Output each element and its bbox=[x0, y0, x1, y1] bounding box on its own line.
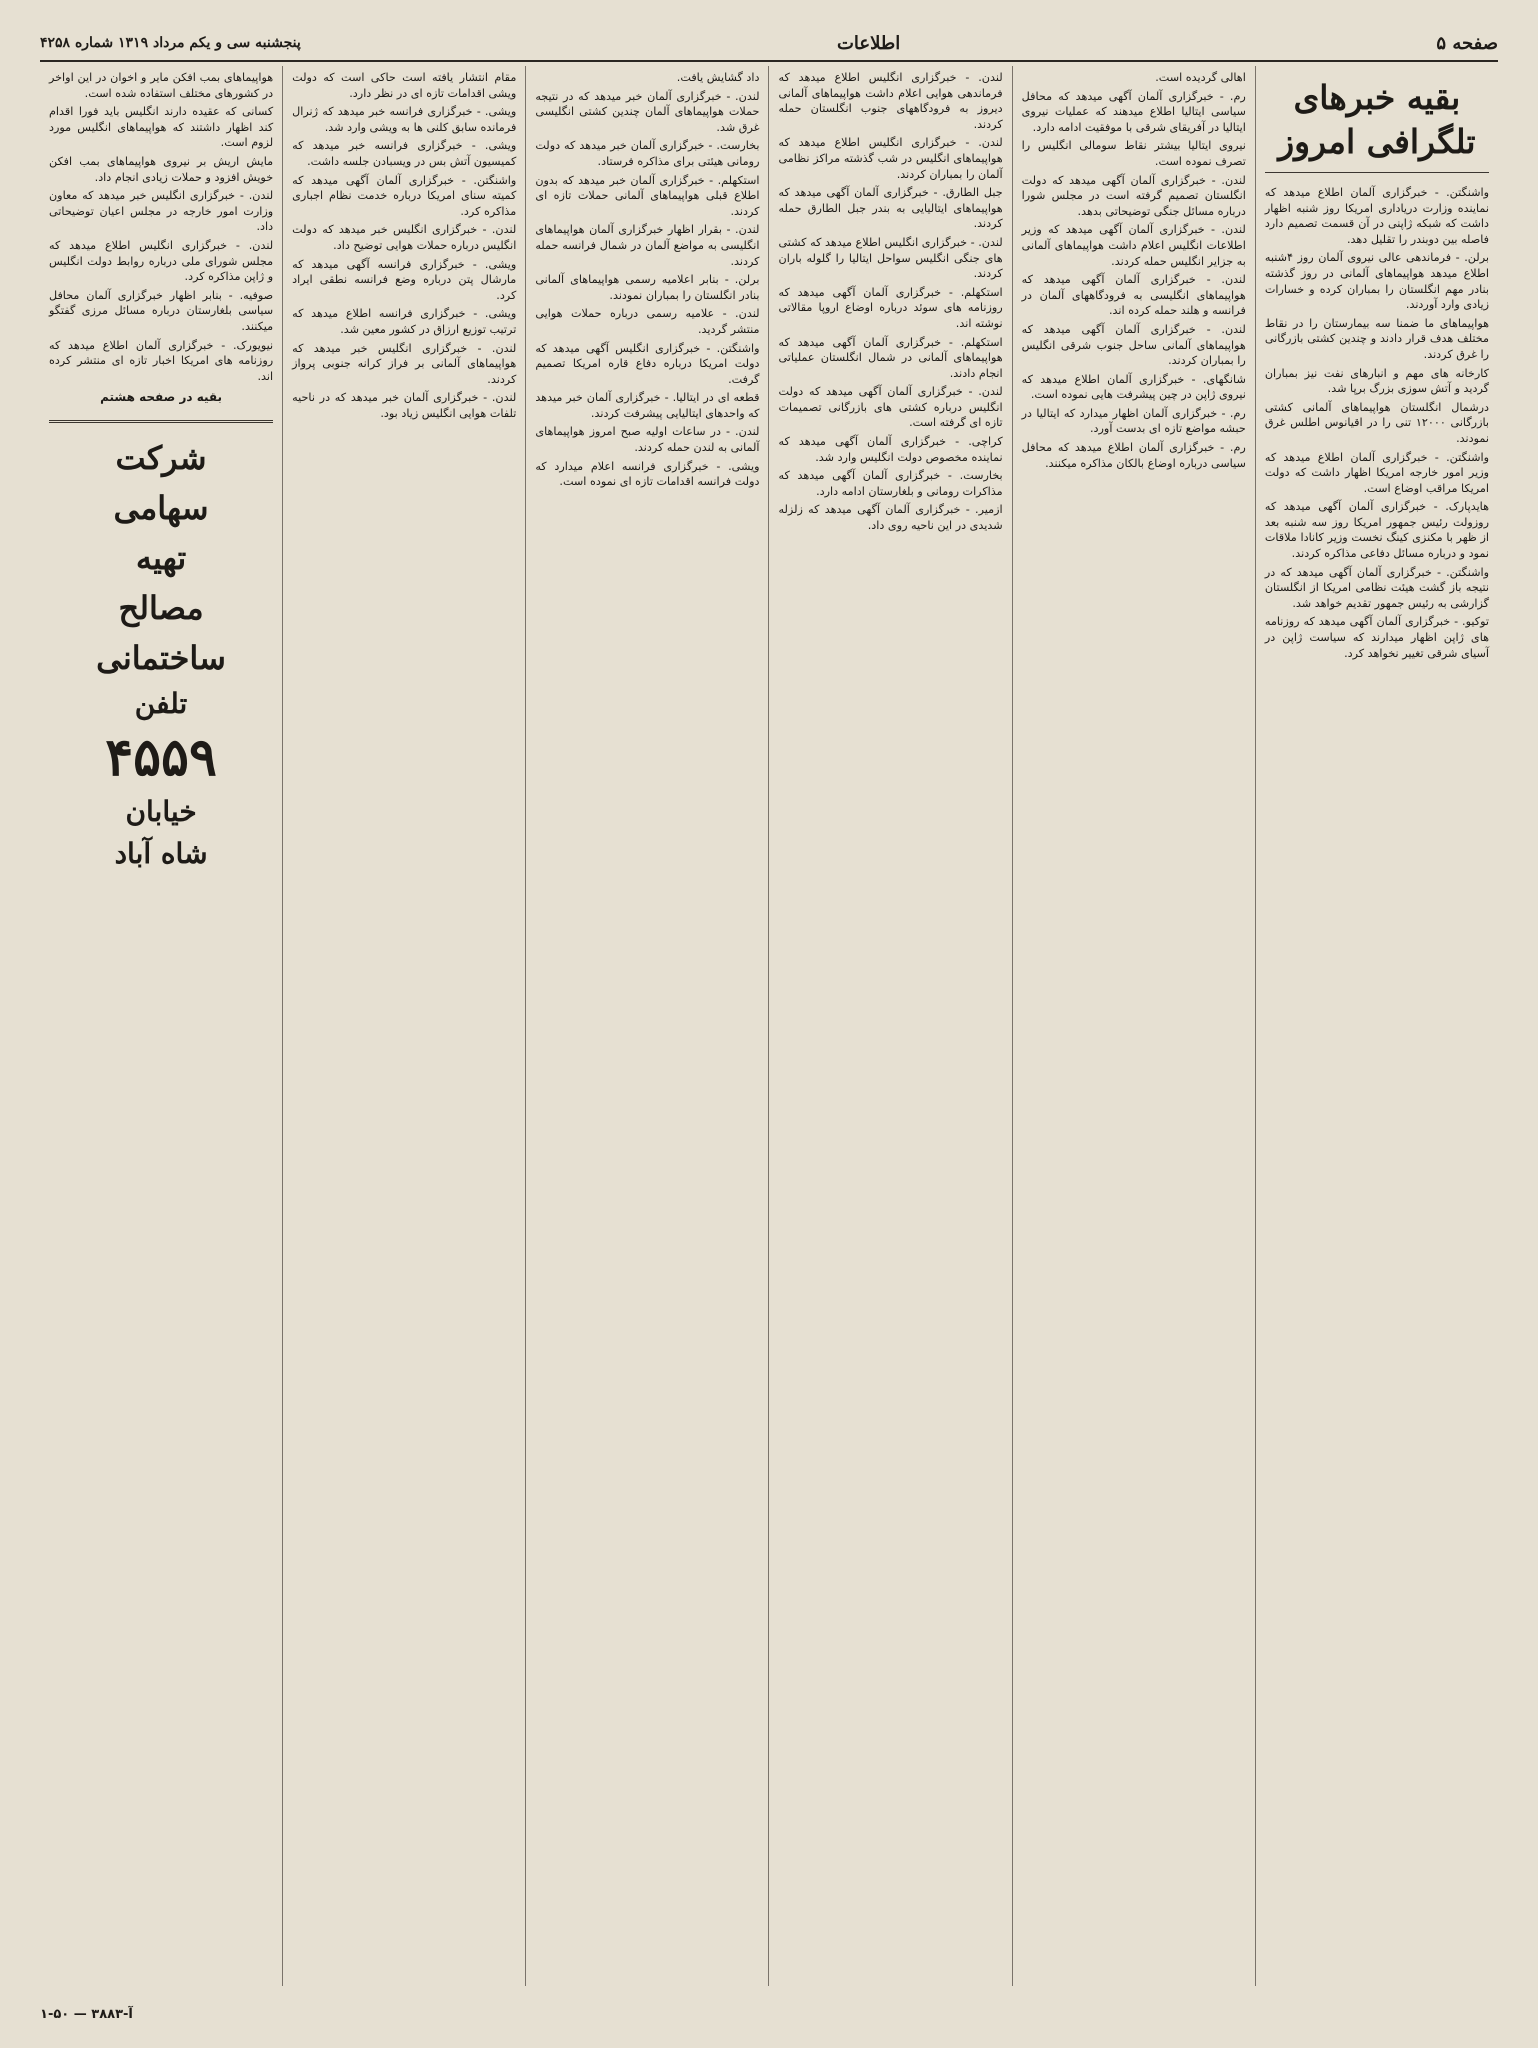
article: لندن. - بقرار اظهار خبرگزاری آلمان هواپیماهای انگلیسی به مواضع آلمان در شمال فرانسه حمله کردند. bbox=[535, 223, 760, 268]
article: لندن. - خبرگزاری آلمان آگهی میدهد که وزیر اطلاعات انگلیس اعلام داشت هواپیماهای آلمانی به جزایر انگلیس حمله کردند. bbox=[1021, 223, 1246, 268]
column-5 bbox=[282, 66, 525, 1986]
article: لندن. - خبرگزاری انگلیس خبر میدهد که دولت انگلیس درباره حملات هوایی توضیح داد. bbox=[292, 223, 517, 252]
article: درشمال انگلستان هواپیماهای آلمانی کشتی بازرگانی ۱۲۰۰۰ تنی را در اقیانوس اطلس غرق نمودند. bbox=[1264, 400, 1489, 445]
header-rule bbox=[40, 60, 1498, 62]
ad-line: شرکت bbox=[115, 438, 207, 477]
article: هواپیماهای ما ضمنا سه بیمارستان را در نقاط مختلف هدف قرار دادند و چندین کشتی بازرگانی را غرق کردند. bbox=[1264, 316, 1489, 361]
article: واشنگتن. - خبرگزاری آلمان اطلاع میدهد که وزیر امور خارجه امریکا اظهار داشت که دولت امریکا مراقب اوضاع است. bbox=[1264, 450, 1489, 495]
article: قطعه ای در ایتالیا. - خبرگزاری آلمان خبر میدهد که واحدهای ایتالیایی پیشرفت کردند. bbox=[535, 391, 760, 420]
article: لندن. - خبرگزاری آلمان آگهی میدهد که دولت انگلیس درباره کشتی های بازرگانی تصمیمات تازه ای گرفته است. bbox=[778, 385, 1003, 430]
article: استکهلم. - خبرگزاری آلمان آگهی میدهد که هواپیماهای آلمانی در شمال انگلستان عملیاتی انجام دادند. bbox=[778, 335, 1003, 380]
article: استکهلم. - خبرگزاری آلمان آگهی میدهد که روزنامه های سوئد درباره اوضاع اروپا مقالاتی نوشته اند. bbox=[778, 285, 1003, 330]
page-number: صفحه ۵ bbox=[1436, 32, 1498, 54]
article: لندن. - خبرگزاری انگلیس خبر میدهد که هواپیماهای آلمانی بر فراز کرانه جنوبی پرواز کردند. bbox=[292, 341, 517, 386]
main-headline: بقیه خبرهای تلگرافی امروز bbox=[1265, 76, 1489, 173]
article: ویشی. - خبرگزاری فرانسه خبر میدهد که ژنرال فرمانده سابق کلنی ها به ویشی وارد شد. bbox=[292, 105, 517, 134]
article: اهالی گردیده است. bbox=[1155, 71, 1246, 84]
article: لندن. - خبرگزاری آلمان آگهی میدهد که دولت انگلستان تصمیم گرفته است در مجلس شورا درباره مسائل جنگی توضیحاتی بدهد. bbox=[1021, 173, 1246, 218]
article: لندن. - خبرگزاری انگلیس اطلاع میدهد که فرماندهی هوایی اعلام داشت هواپیماهای آلمانی دیروز به فرودگاههای جنوب انگلستان حمله کردند. bbox=[778, 71, 1003, 131]
ad-phone-number: ۴۵۵۹ bbox=[105, 726, 217, 788]
article: هایدپارک. - خبرگزاری آلمان آگهی میدهد که روزولت رئیس جمهور امریکا روز سه شنبه بعد از ظهر با مکنزی کینگ نخست وزیر کانادا ملاقات نمود و درباره مسائل دفاعی مذاکره کردند. bbox=[1264, 500, 1489, 561]
article: بخارست. - خبرگزاری آلمان آگهی میدهد که مذاکرات رومانی و بلغارستان ادامه دارد. bbox=[778, 469, 1003, 498]
article: داد گشایش یافت. bbox=[676, 71, 760, 84]
article: ویشی. - خبرگزاری فرانسه اطلاع میدهد که ترتیب توزیع ارزاق در کشور معین شد. bbox=[292, 307, 517, 336]
column-4 bbox=[525, 66, 768, 1986]
article: ویشی. - خبرگزاری فرانسه اعلام میدارد که دولت فرانسه اقدامات تازه ای نموده است. bbox=[535, 459, 760, 489]
article: لندن. - خبرگزاری آلمان آگهی میدهد که هواپیماهای انگلیسی به فرودگاههای آلمان در فرانسه و هلند حمله کرده اند. bbox=[1021, 273, 1246, 318]
article: نیروی ایتالیا بیشتر نقاط سومالی انگلیس را تصرف نموده است. bbox=[1021, 139, 1246, 168]
article: جبل الطارق. - خبرگزاری آلمان آگهی میدهد که هواپیماهای ایتالیایی به بندر جبل الطارق حمله کردند. bbox=[778, 186, 1003, 231]
article: لندن. - علامیه رسمی درباره حملات هوایی منتشر گردید. bbox=[535, 307, 760, 336]
ad-address: خیابان bbox=[125, 794, 197, 828]
article: صوفیه. - بنابر اظهار خبرگزاری آلمان محافل سیاسی بلغارستان درباره مسائل مرزی گفتگو میکنند. bbox=[48, 288, 274, 333]
continued-note: بقیه در صفحه هشتم bbox=[100, 390, 223, 405]
article: واشنگتن. - خبرگزاری آلمان آگهی میدهد که کمیته سنای امریکا درباره خدمت نظام اجباری مذاکره کرد. bbox=[292, 173, 517, 218]
columns bbox=[40, 66, 1498, 1986]
article: رم. - خبرگزاری آلمان اطلاع میدهد که محافل سیاسی درباره اوضاع بالکان مذاکره میکنند. bbox=[1021, 441, 1246, 470]
article: ویشی. - خبرگزاری فرانسه خبر میدهد که کمیسیون آتش بس در ویسبادن جلسه داشت. bbox=[292, 139, 517, 168]
article: هواپیماهای بمب افکن مایر و اخوان در این اواخر در کشورهای مختلف استفاده شده است. bbox=[48, 71, 274, 100]
advertisement bbox=[49, 420, 273, 875]
article: لندن. - خبرگزاری انگلیس اطلاع میدهد که مجلس شورای ملی درباره روابط دولت انگلیس و ژاپن مذاکره کرد. bbox=[48, 238, 274, 284]
column-6 bbox=[40, 66, 282, 1986]
article: ویشی. - خبرگزاری فرانسه آگهی میدهد که مارشال پتن درباره وضع فرانسه نطقی ایراد کرد. bbox=[292, 257, 517, 302]
article: نیویورک. - خبرگزاری آلمان اطلاع میدهد که روزنامه های امریکا اخبار تازه ای منتشر کرده اند. bbox=[48, 338, 274, 383]
article: کراچی. - خبرگزاری آلمان آگهی میدهد که نماینده مخصوص دولت انگلیس وارد شد. bbox=[778, 435, 1003, 464]
article: رم. - خبرگزاری آلمان آگهی میدهد که محافل سیاسی ایتالیا اطلاع میدهند که عملیات نیروی ایتالیا در آفریقای شرقی با موفقیت ادامه دارد. bbox=[1021, 89, 1246, 134]
article: توکیو. - خبرگزاری آلمان آگهی میدهد که روزنامه های ژاپن اظهار میدارند که سیاست ژاپن در آسیای شرقی تغییر نخواهد کرد. bbox=[1264, 615, 1489, 660]
article: برلن. - فرماندهی عالی نیروی آلمان روز ۴شنبه اطلاع میدهد هواپیماهای آلمانی در روز گذشته بنادر مهم انگلستان را بمباران کرده و خسارات زیادی وارد آوردند. bbox=[1264, 251, 1489, 312]
article: کسانی که عقیده دارند انگلیس باید فورا اقدام کند اظهار داشتند که هواپیماهای انگلیس مورد لزوم است. bbox=[48, 105, 274, 150]
column-3 bbox=[768, 66, 1011, 1986]
article: مقام انتشار یافته است حاکی است که دولت ویشی اقدامات تازه ای در نظر دارد. bbox=[292, 71, 517, 100]
article: لندن. - خبرگزاری انگلیس اطلاع میدهد که کشتی های جنگی انگلیس سواحل ایتالیا را گلوله باران کردند. bbox=[778, 235, 1003, 281]
article: لندن. - خبرگزاری آلمان خبر میدهد که در ناحیه تلفات هوایی انگلیس زیاد بود. bbox=[292, 391, 517, 420]
ad-phone-label: تلفن bbox=[134, 686, 188, 720]
footer-code: آ-۳۸۸۳ — ۵۰-۱ bbox=[40, 2007, 133, 2022]
column-2 bbox=[1012, 66, 1255, 1986]
article: مایش اریش بر نیروی هواپیماهای بمب افکن خویش افزود و حملات زیادی انجام داد. bbox=[48, 154, 274, 184]
ad-line: سهامی bbox=[113, 488, 209, 527]
article: لندن. - خبرگزاری آلمان آگهی میدهد که هواپیماهای آلمانی ساحل جنوب شرقی انگلیس را بمباران کردند. bbox=[1021, 322, 1246, 368]
article: استکهلم. - خبرگزاری آلمان خبر میدهد که بدون اطلاع قبلی هواپیماهای آلمانی حملات تازه ای کردند. bbox=[535, 173, 760, 218]
article: شانگهای. - خبرگزاری آلمان اطلاع میدهد که نیروی ژاپن در چین پیشرفت هایی نموده است. bbox=[1021, 372, 1246, 402]
article: بخارست. - خبرگزاری آلمان خبر میدهد که دولت رومانی هیئتی برای مذاکره فرستاد. bbox=[535, 139, 760, 168]
article: لندن. - خبرگزاری انگلیس خبر میدهد که معاون وزارت امور خارجه در مجلس اعیان توضیحاتی داد. bbox=[48, 189, 274, 234]
article: واشنگتن. - خبرگزاری آلمان اطلاع میدهد که نماینده وزارت دریاداری امریکا روز شنبه اظهار داشت که شبکه ژاپنی در آن قسمت تصمیم دارد فاصله بین دوبندر را تقلیل دهد. bbox=[1264, 186, 1489, 246]
column-1 bbox=[1255, 66, 1498, 1986]
article: واشنگتن. - خبرگزاری انگلیس آگهی میدهد که دولت امریکا درباره دفاع قاره امریکا تصمیم گرفت. bbox=[535, 341, 760, 386]
page-header bbox=[40, 28, 1498, 58]
article: برلن. - بنابر اعلامیه رسمی هواپیماهای آلمانی بنادر انگلستان را بمباران نمودند. bbox=[535, 273, 760, 302]
article: ازمیر. - خبرگزاری آلمان آگهی میدهد که زلزله شدیدی در این ناحیه روی داد. bbox=[778, 503, 1003, 533]
ad-line: مصالح bbox=[118, 588, 204, 627]
article: لندن. - خبرگزاری انگلیس اطلاع میدهد که هواپیماهای انگلیس در شب گذشته مراکز نظامی آلمان را بمباران کردند. bbox=[778, 136, 1003, 181]
ad-line: تهیه bbox=[135, 538, 187, 577]
article: لندن. - در ساعات اولیه صبح امروز هواپیماهای آلمانی به لندن حمله کردند. bbox=[535, 425, 760, 455]
paper-name: اطلاعات bbox=[836, 32, 901, 54]
article: لندن. - خبرگزاری آلمان خبر میدهد که در نتیجه حملات هواپیماهای آلمان چندین کشتی انگلیسی غرق شد. bbox=[535, 89, 760, 134]
article: رم. - خبرگزاری آلمان اظهار میدارد که ایتالیا در حبشه مواضع تازه ای بدست آورد. bbox=[1021, 406, 1246, 436]
ad-address: شاه آباد bbox=[114, 836, 208, 870]
ad-line: ساختمانی bbox=[96, 638, 226, 677]
article: کارخانه های مهم و انبارهای نفت نیز بمباران گردید و آتش سوزی بزرگ برپا شد. bbox=[1264, 366, 1489, 396]
issue-date: پنجشنبه سی و یکم مرداد ۱۳۱۹ شماره ۴۲۵۸ bbox=[40, 35, 301, 51]
article: واشنگتن. - خبرگزاری آلمان آگهی میدهد که در نتیجه باز گشت هیئت نظامی امریکا از انگلستان گزارشی به رئیس جمهور تقدیم خواهد شد. bbox=[1264, 565, 1489, 610]
